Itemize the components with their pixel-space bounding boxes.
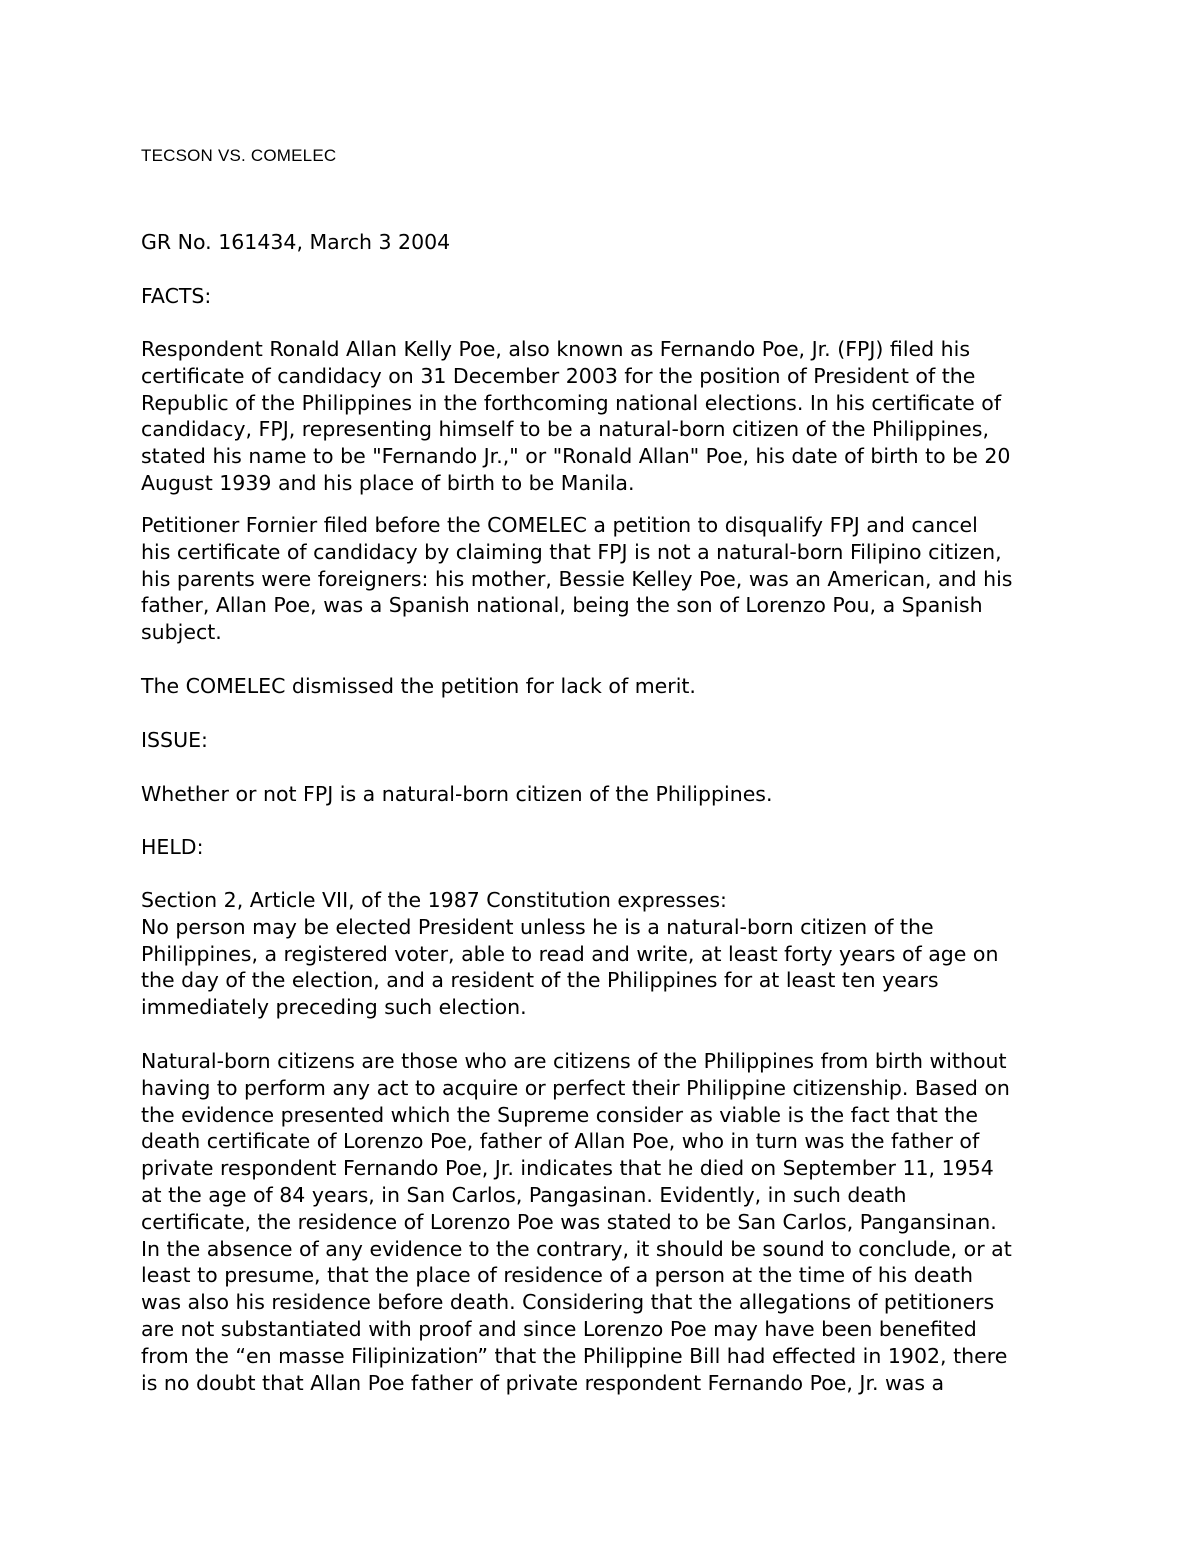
document-title: TECSON VS. COMELEC [141,146,337,165]
case-reference: GR No. 161434, March 3 2004 [141,230,451,254]
issue-heading: ISSUE: [141,728,208,752]
facts-paragraph-3: The COMELEC dismissed the petition for lack of merit. [141,674,696,698]
issue-text: Whether or not FPJ is a natural-born citizen of the Philippines. [141,782,773,806]
facts-paragraph-1: Respondent Ronald Allan Kelly Poe, also known as Fernando Poe, Jr. (FPJ) filed his certificate of candidacy on 31 December 2003 for the position of President of the Republic of the Philippines in the forthcoming national elections. In his certificate of candidacy, FPJ, representing himself to be a natural-born citizen of the Philippines, stated his name to be "Fernando Jr.," or "Ronald Allan" Poe, his date of birth to be 20 August 1939 and his place of birth to be Manila. [141,337,1011,495]
held-heading: HELD: [141,835,204,859]
facts-paragraph-2: Petitioner Fornier filed before the COMELEC a petition to disqualify FPJ and cancel his certificate of candidacy by claiming that FPJ is not a natural-born Filipino citizen, his parents were foreigners: his mother, Bessie Kelley Poe, was an American, and his father, Allan Poe, was a Spanish national, being the son of Lorenzo Pou, a Spanish subject. [141,513,1013,645]
held-paragraph-1: Section 2, Article VII, of the 1987 Constitution expresses: No person may be elected President unless he is a natural-born citizen of the Philippines, a registered voter, able to read and write, at least forty years of age on the day of the election, and a resident of the Philippines for at least ten years immediately preceding such election. [141,888,999,1020]
facts-heading: FACTS: [141,284,212,308]
held-paragraph-2: Natural-born citizens are those who are citizens of the Philippines from birth without having to perform any act to acquire or perfect their Philippine citizenship. Based on the evidence presented which the Supreme consider as viable is the fact that the death certificate of Lorenzo Poe, father of Allan Poe, who in turn was the father of private respondent Fernando Poe, Jr. indicates that he died on September 11, 1954 at the age of 84 years, in San Carlos, Pangasinan. Evidently, in such death certificate, the residence of Lorenzo Poe was stated to be San Carlos, Pangansinan. In the absence of any evidence to the contrary, it should be sound to conclude, or at least to presume, that the place of residence of a person at the time of his death was also his residence before death. Considering that the allegations of petitioners are not substantiated with proof and since Lorenzo Poe may have been benefited from the “en masse Filipinization” that the Philippine Bill had effected in 1902, there is no doubt that Allan Poe father of private respondent Fernando Poe, Jr. was a [141,1049,1012,1395]
